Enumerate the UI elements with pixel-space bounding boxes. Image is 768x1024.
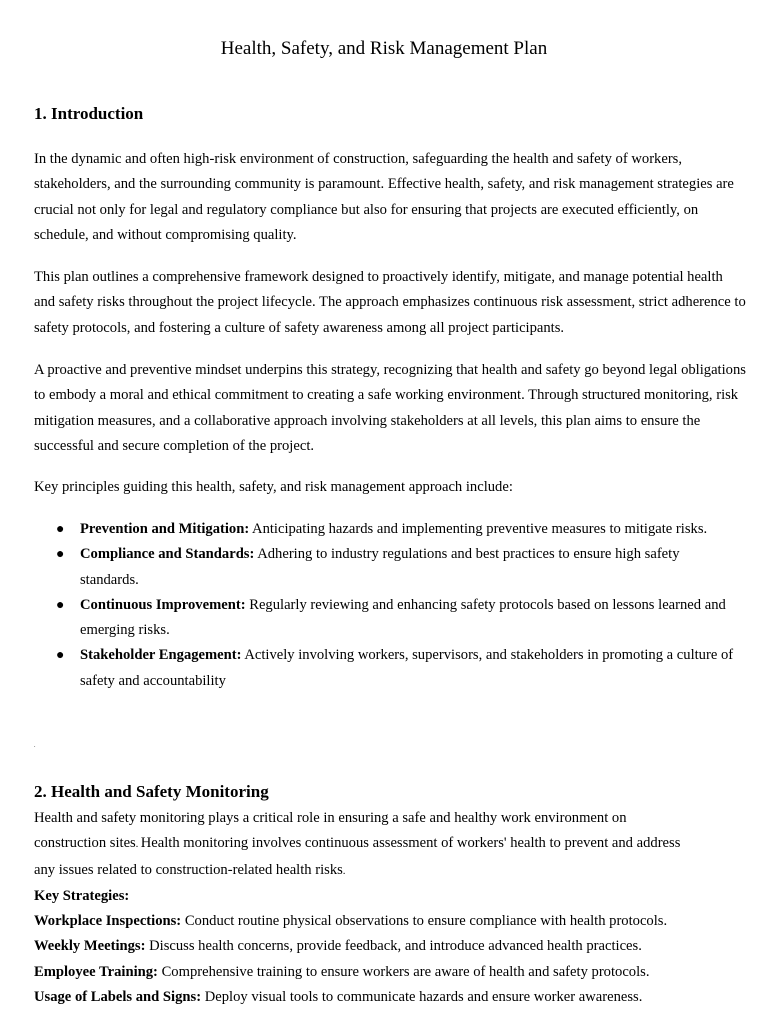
bullet-icon: ● bbox=[56, 648, 65, 664]
strategy-item: Employee Training: Comprehensive training to ensure workers are aware of health and safety protocols. bbox=[34, 963, 650, 980]
list-item: ● Continuous Improvement: Regularly reviewing and enhancing safety protocols based on lessons learned and emerging risks. bbox=[34, 593, 734, 644]
strategy-item: Weekly Meetings: Discuss health concerns, provide feedback, and introduce advanced health practices. bbox=[34, 938, 642, 955]
principles-list bbox=[34, 517, 734, 694]
intro-paragraph-3: A proactive and preventive mindset underpins this strategy, recognizing that health and safety go beyond legal obligations to embody a moral and ethical commitment to creating a safe working environment. Through structured monitoring, risk mitigation measures, and a collaborative approach involving stakeholders at all levels, this plan aims to ensure the successful and secure completion of the project. bbox=[34, 362, 746, 454]
bullet-icon: ● bbox=[56, 547, 65, 563]
monitoring-intro-line: Health and safety monitoring plays a critical role in ensuring a safe and healthy work environment on bbox=[34, 810, 627, 826]
intro-paragraph-2: This plan outlines a comprehensive framework designed to proactively identify, mitigate, and manage potential health and safety risks throughout the project lifecycle. The approach emphasizes continuous risk assessment, strict adherence to safety protocols, and fostering a culture of safety awareness among all project participants. bbox=[34, 269, 746, 336]
strategies-label: Key Strategies: bbox=[34, 887, 130, 904]
strategy-item: Workplace Inspections: Conduct routine physical observations to ensure compliance with health protocols. bbox=[34, 913, 668, 930]
principles-lead-in: Key principles guiding this health, safety, and risk management approach include: bbox=[34, 479, 513, 495]
bullet-icon: ● bbox=[56, 522, 65, 537]
monitoring-body bbox=[34, 806, 746, 1010]
monitoring-intro-line: any issues related to construction-related health risks. bbox=[34, 861, 346, 878]
list-item: ● Compliance and Standards: Adhering to industry regulations and best practices to ensure high safety standards. bbox=[34, 542, 734, 593]
section-heading-introduction: 1. Introduction bbox=[34, 104, 144, 123]
list-item: ● Prevention and Mitigation: Anticipating hazards and implementing preventive measures to mitigate risks. bbox=[34, 517, 734, 542]
list-item: ● Stakeholder Engagement: Actively involving workers, supervisors, and stakeholders in promoting a culture of safety and accountability bbox=[34, 643, 734, 694]
intro-paragraph-1: In the dynamic and often high-risk environment of construction, safeguarding the health and safety of workers, stakeholders, and the surrounding community is paramount. Effective health, safety, and risk management strategies are crucial not only for legal and regulatory compliance but also for ensuring that projects are executed efficiently, on schedule, and without compromising quality. bbox=[34, 151, 734, 243]
stray-mark: . bbox=[34, 743, 36, 749]
bullet-icon: ● bbox=[56, 597, 65, 613]
document-title: Health, Safety, and Risk Management Plan bbox=[220, 38, 548, 59]
section-heading-monitoring: 2. Health and Safety Monitoring bbox=[34, 782, 269, 801]
monitoring-intro-line: construction sites. Health monitoring involves continuous assessment of workers' health to prevent and address bbox=[34, 835, 681, 852]
strategy-item: Usage of Labels and Signs: Deploy visual tools to communicate hazards and ensure worker awareness. bbox=[34, 989, 643, 1006]
